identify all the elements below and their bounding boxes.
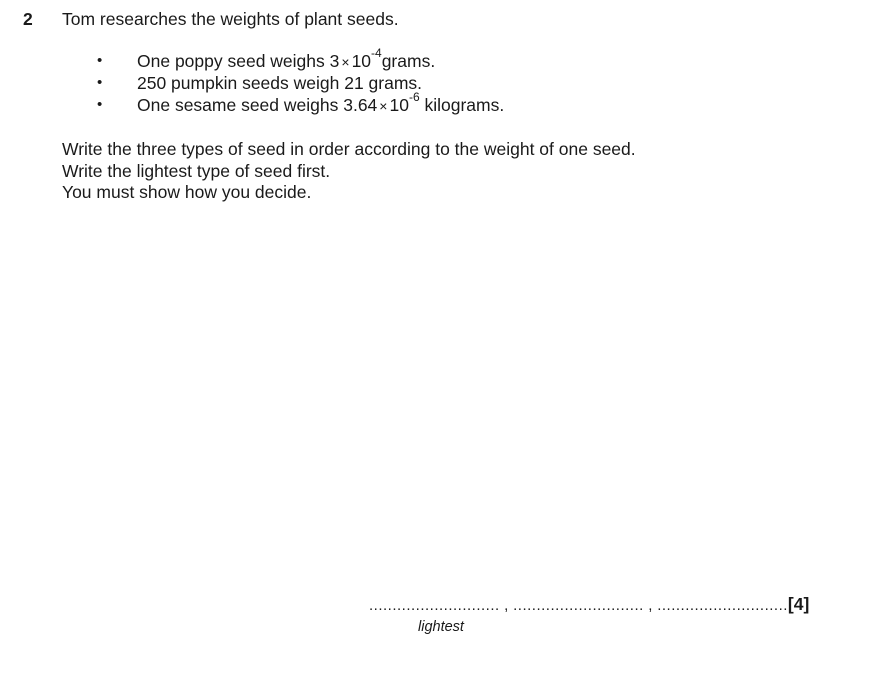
instruction-line-3: You must show how you decide. (62, 182, 312, 202)
bullet-icon: • (97, 96, 103, 113)
seed-facts-list (0, 46, 895, 116)
question-number: 2 (23, 9, 33, 29)
times-symbol: × (341, 54, 350, 70)
question-instructions (62, 139, 636, 204)
list-item-poppy (0, 46, 895, 72)
answer-separator: , (643, 597, 658, 614)
times-symbol: × (379, 98, 388, 114)
bullet-icon: • (97, 52, 103, 69)
sesame-base: 10 (389, 95, 409, 115)
list-item-sesame (0, 90, 895, 116)
instruction-line-2: Write the lightest type of seed first. (62, 160, 331, 181)
answer-blank-1[interactable]: ............................ (369, 597, 500, 614)
list-item-pumpkin (0, 72, 895, 94)
poppy-fact (137, 46, 436, 73)
answer-blank-3[interactable]: ............................ (657, 597, 788, 614)
lightest-label: lightest (418, 619, 464, 635)
question-intro: Tom researches the weights of plant seeds. (62, 9, 399, 29)
poppy-prefix: One poppy seed weighs 3 (137, 51, 340, 71)
instruction-line-1: Write the three types of seed in order according to the weight of one seed. (62, 139, 636, 159)
sesame-exponent: -6 (408, 90, 420, 105)
poppy-unit: grams. (381, 51, 436, 71)
marks-label: [4] (787, 594, 810, 614)
poppy-base: 10 (351, 51, 372, 71)
pumpkin-fact: 250 pumpkin seeds weigh 21 grams. (137, 73, 423, 93)
sesame-unit: kilograms. (419, 95, 505, 115)
answer-blank-2[interactable]: ............................ (513, 597, 644, 614)
answer-separator: , (499, 597, 514, 614)
answer-line[interactable] (369, 594, 809, 615)
bullet-icon: • (97, 74, 103, 91)
sesame-prefix: One sesame seed weighs 3.64 (137, 95, 378, 115)
sesame-fact (137, 90, 505, 117)
poppy-exponent: -4 (371, 46, 382, 61)
